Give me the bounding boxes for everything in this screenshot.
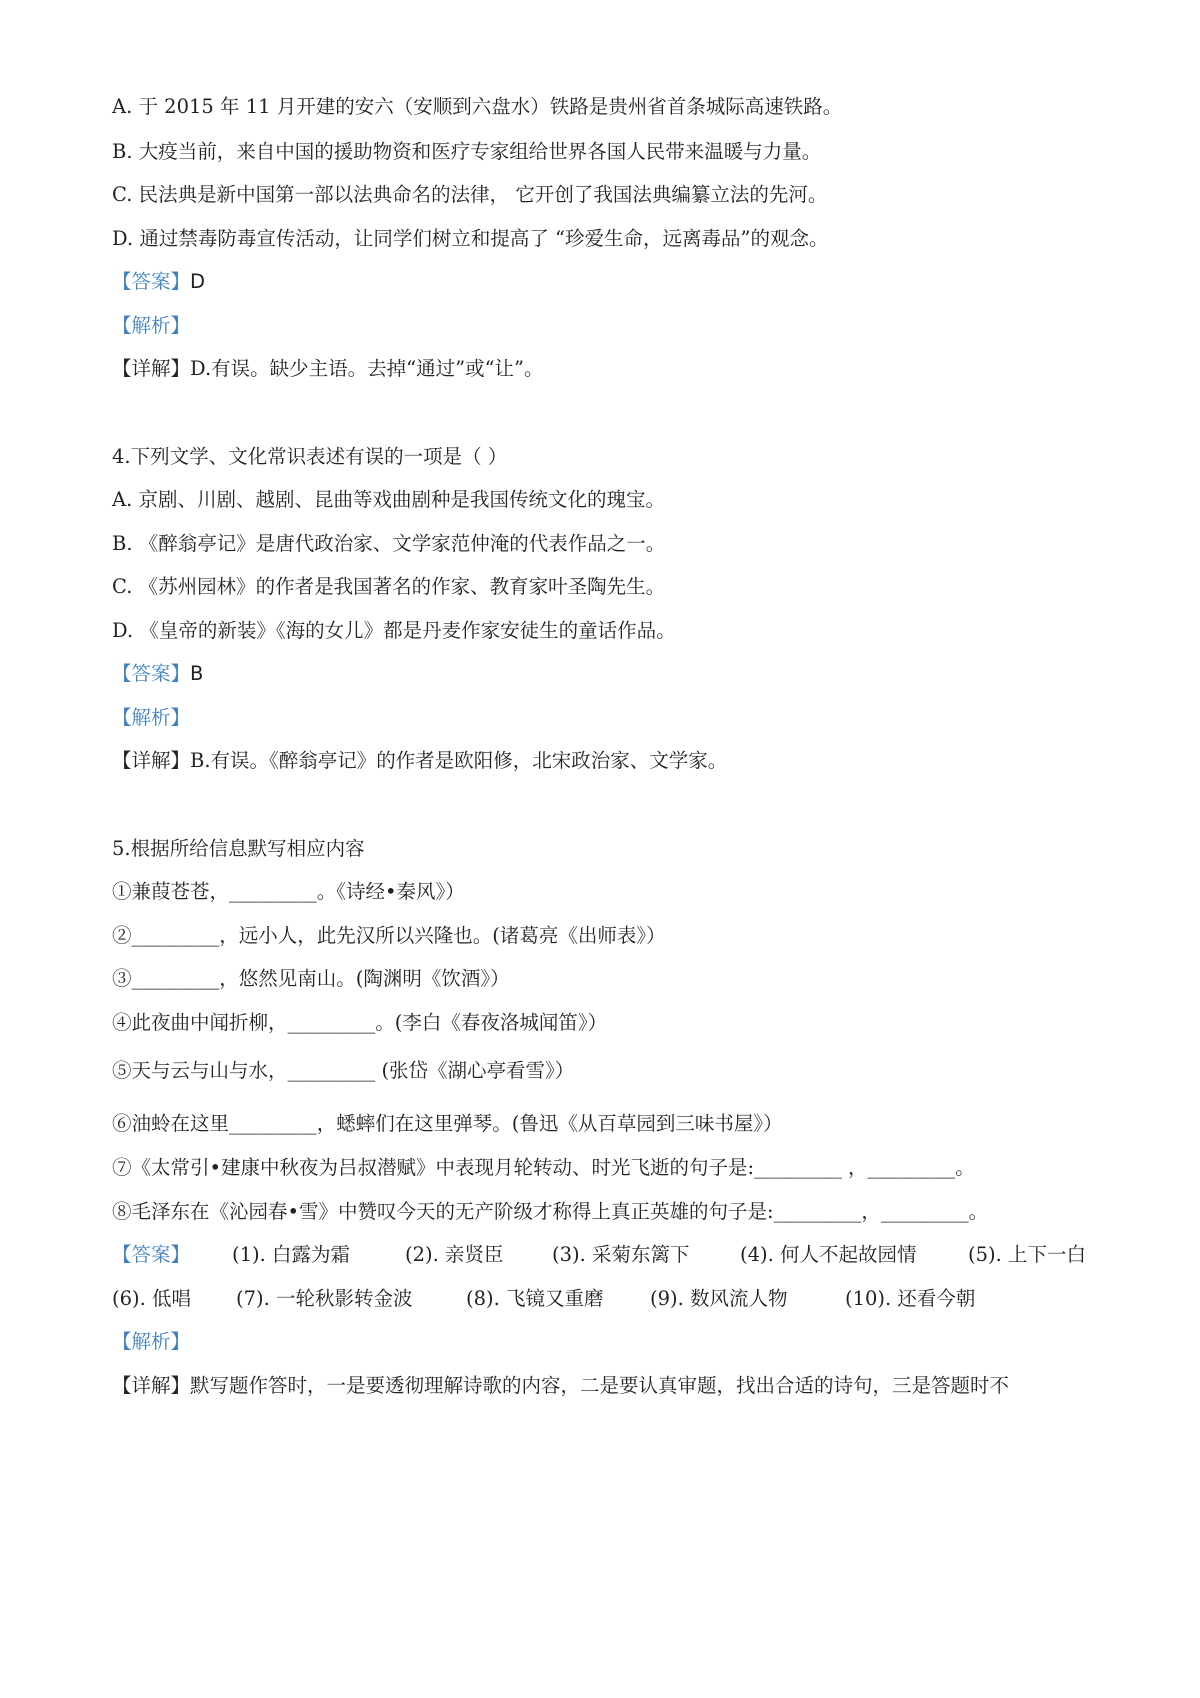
q5-item-6: ⑥油蛉在这里_________，蟋蟀们在这里弹琴。(鲁迅《从百草园到三味书屋》） xyxy=(112,1112,783,1135)
q5-detail-text: 默写题作答时，一是要透彻理解诗歌的内容，二是要认真审题，找出合适的诗句，三是答题时不 xyxy=(190,1374,1010,1397)
q5-analysis-label-text: 【解析】 xyxy=(112,1330,191,1353)
q5-answer-4: (4). 何人不起故园情 xyxy=(740,1243,917,1266)
q5-answer-6: (6). 低唱 xyxy=(112,1287,192,1310)
q3-option-b: B. 大疫当前，来自中国的援助物资和医疗专家组给世界各国人民带来温暖与力量。 xyxy=(112,140,822,163)
q4-option-a: A. 京剧、川剧、越剧、昆曲等戏曲剧种是我国传统文化的瑰宝。 xyxy=(112,488,665,511)
q5-answer-10: (10). 还看今朝 xyxy=(845,1287,976,1310)
q4-answer-value: B xyxy=(190,662,204,685)
q5-item-4: ④此夜曲中闻折柳，_________。(李白《春夜洛城闻笛》） xyxy=(112,1011,608,1034)
q5-item-2: ②_________，远小人，此先汉所以兴隆也。(诸葛亮《出师表》） xyxy=(112,924,666,947)
q5-answer-3: (3). 采菊东篱下 xyxy=(552,1243,690,1266)
q5-answer-5: (5). 上下一白 xyxy=(968,1243,1087,1266)
q4-answer-label: 【答案】 xyxy=(112,662,191,685)
q5-item-8: ⑧毛泽东在《沁园春•雪》中赞叹今天的无产阶级才称得上真正英雄的句子是:_________，_________。 xyxy=(112,1200,989,1223)
q5-answer-8: (8). 飞镜又重磨 xyxy=(466,1287,604,1310)
q5-detail xyxy=(112,1373,1009,1399)
q3-answer-label: 【答案】 xyxy=(112,270,191,293)
q5-answer-1: (1). 白露为霜 xyxy=(232,1243,351,1266)
q3-option-a: A. 于 2015 年 11 月开建的安六（安顺到六盘水）铁路是贵州省首条城际高速铁路。 xyxy=(112,95,843,118)
q5-answer-2: (2). 亲贤臣 xyxy=(405,1243,504,1266)
q4-title: 4.下列文学、文化常识表述有误的一项是（ ） xyxy=(112,445,508,468)
q5-answer-9: (9). 数风流人物 xyxy=(650,1287,788,1310)
q3-detail-text: D.有误。缺少主语。去掉“通过”或“让”。 xyxy=(190,357,544,380)
q4-answer xyxy=(112,661,203,687)
q5-detail-label: 【详解】 xyxy=(112,1374,191,1397)
q5-answer-7: (7). 一轮秋影转金波 xyxy=(236,1287,413,1310)
q4-option-d: D. 《皇帝的新装》《海的女儿》都是丹麦作家安徒生的童话作品。 xyxy=(112,619,676,642)
q4-analysis-label-text: 【解析】 xyxy=(112,706,191,729)
q4-detail-text: B.有误。《醉翁亭记》的作者是欧阳修，北宋政治家、文学家。 xyxy=(190,749,728,772)
q4-option-c: C. 《苏州园林》的作者是我国著名的作家、教育家叶圣陶先生。 xyxy=(112,575,666,598)
q3-option-c: C. 民法典是新中国第一部以法典命名的法律， 它开创了我国法典编纂立法的先河。 xyxy=(112,183,828,206)
q3-detail xyxy=(112,356,544,382)
q4-detail-label: 【详解】 xyxy=(112,749,191,772)
q3-answer-value: D xyxy=(190,270,206,293)
q3-detail-label: 【详解】 xyxy=(112,357,191,380)
q5-analysis-label xyxy=(112,1329,190,1355)
q3-answer xyxy=(112,269,205,295)
q4-detail xyxy=(112,748,727,774)
q5-answer-label: 【答案】 xyxy=(112,1243,191,1266)
q3-analysis-label xyxy=(112,313,190,339)
q5-title: 5.根据所给信息默写相应内容 xyxy=(112,837,365,860)
q5-item-5: ⑤天与云与山与水，_________ (张岱《湖心亭看雪》） xyxy=(112,1059,575,1082)
q3-option-d: D. 通过禁毒防毒宣传活动，让同学们树立和提高了 “珍爱生命，远离毒品”的观念。 xyxy=(112,227,829,250)
q5-item-3: ③_________，悠然见南山。(陶渊明《饮酒》） xyxy=(112,967,510,990)
q4-option-b: B. 《醉翁亭记》是唐代政治家、文学家范仲淹的代表作品之一。 xyxy=(112,532,666,555)
q5-item-1: ①兼葭苍苍，_________。《诗经•秦风》） xyxy=(112,880,465,903)
q3-analysis-label-text: 【解析】 xyxy=(112,314,191,337)
q5-item-7: ⑦《太常引•建康中秋夜为吕叔潜赋》中表现月轮转动、时光飞逝的句子是:_________ ，_________。 xyxy=(112,1156,975,1179)
q4-analysis-label xyxy=(112,705,190,731)
